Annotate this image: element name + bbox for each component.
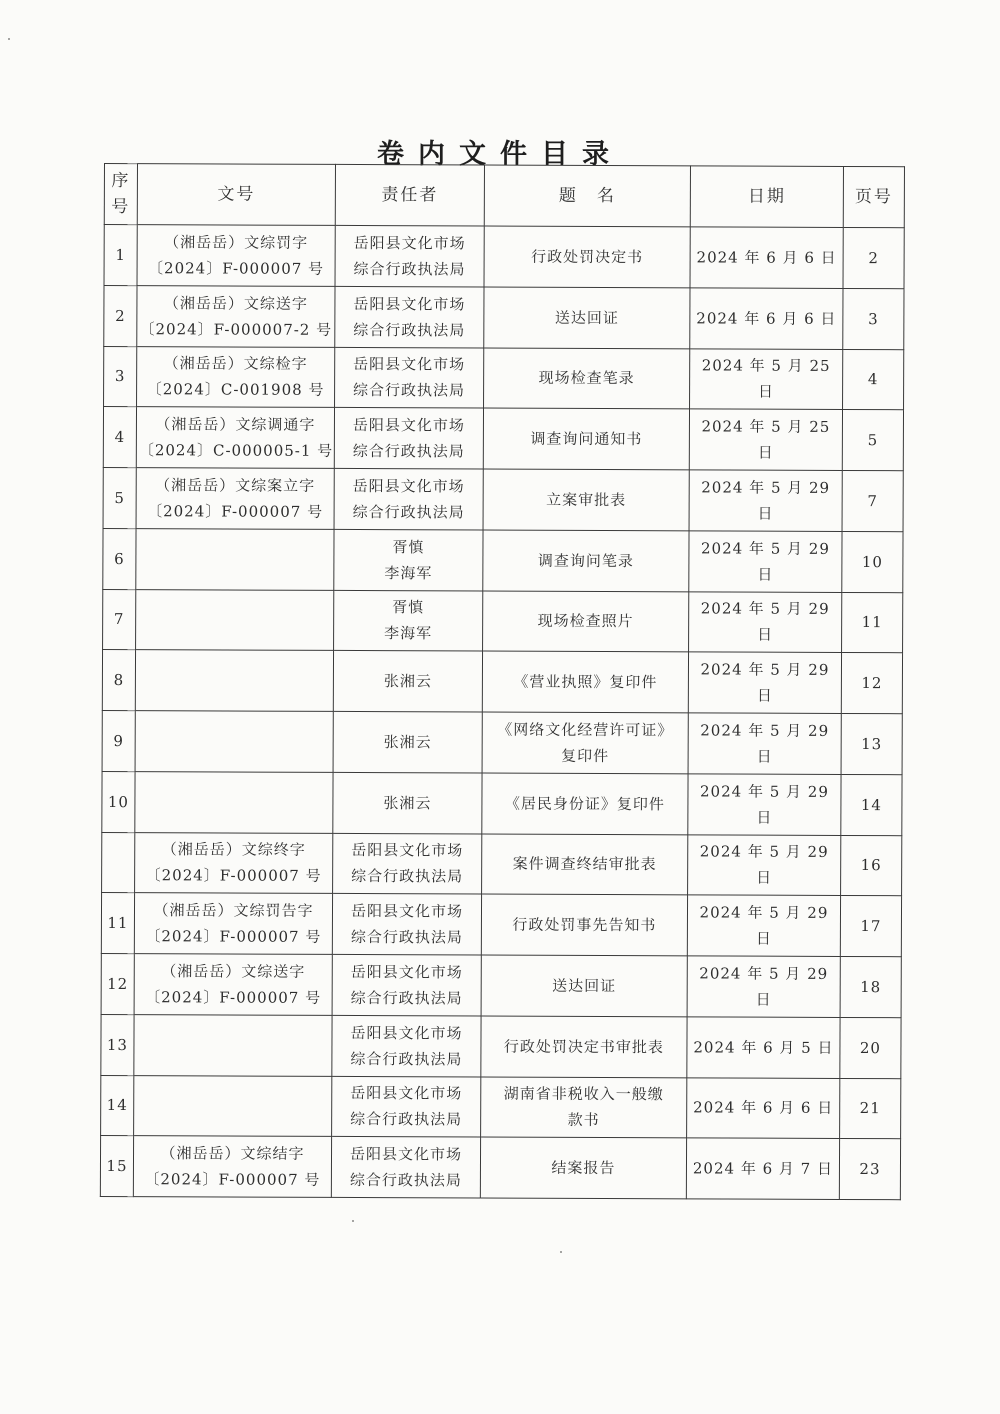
row-date: 2024 年 5 月 29 日 [688, 652, 841, 713]
row-owner-line: 综合行政执法局 [352, 502, 465, 522]
row-subject-line: 《网络文化经营许可证》 [497, 720, 674, 740]
row-date: 2024 年 5 月 29 日 [688, 834, 841, 895]
row-doc-no-line: （湘岳岳）文综罚字 [164, 233, 309, 252]
row-subject-line: 款书 [567, 1111, 600, 1130]
row-subject-line: 行政处罚决定书审批表 [503, 1037, 664, 1056]
row-owner-line: 岳阳县文化市场 [350, 902, 464, 921]
row-page: 2 [843, 227, 904, 288]
row-owner-line: 岳阳县文化市场 [352, 476, 465, 496]
row-doc-no-line: （湘岳岳）文综终字 [161, 840, 306, 860]
row-date: 2024 年 6 月 5 日 [687, 1017, 840, 1078]
row-subject [483, 591, 689, 653]
row-date: 2024 年 5 月 29 日 [687, 895, 840, 956]
row-subject [483, 469, 689, 531]
row-doc-no [135, 771, 333, 833]
row-doc-no-line: 〔2024〕F-000007 号 [145, 866, 322, 886]
row-date: 2024 年 5 月 29 日 [689, 591, 842, 652]
row-owner-line: 岳阳县文化市场 [350, 1023, 463, 1043]
row-doc-no-line: 〔2024〕F-000007-2 号 [139, 319, 333, 339]
row-doc-no-line: （湘岳岳）文综送字 [161, 962, 306, 981]
row-date: 2024 年 5 月 25 日 [689, 409, 842, 470]
table-body [100, 225, 904, 1200]
row-date: 2024 年 5 月 29 日 [687, 956, 840, 1017]
header-seq-line: 序 [111, 171, 131, 192]
row-subject [481, 955, 687, 1017]
row-owner-line: 岳阳县文化市场 [353, 294, 466, 314]
row-subject [482, 712, 688, 774]
row-owner-line: 张湘云 [383, 672, 432, 691]
row-page: 21 [840, 1078, 901, 1139]
scan-speck [352, 1220, 354, 1222]
row-doc-no-line: （湘岳岳）文综检字 [163, 354, 308, 374]
row-date: 2024 年 5 月 25 日 [690, 348, 843, 409]
row-subject [481, 1016, 687, 1078]
row-owner-line: 岳阳县文化市场 [352, 416, 465, 435]
row-owner [332, 1076, 481, 1137]
row-owner [334, 529, 483, 590]
table-row [102, 832, 902, 896]
row-date: 2024 年 5 月 29 日 [689, 531, 842, 592]
row-doc-no [137, 346, 335, 408]
row-owner-line: 岳阳县文化市场 [353, 355, 466, 374]
row-subject [482, 773, 688, 835]
row-date: 2024 年 6 月 6 日 [690, 288, 843, 349]
row-owner [334, 468, 483, 529]
table-row [103, 528, 903, 592]
row-owner-line: 胥慎 [392, 537, 425, 556]
row-subject [483, 530, 689, 592]
row-owner [333, 651, 482, 712]
row-subject-line: 送达回证 [554, 308, 619, 327]
row-owner [333, 711, 482, 772]
row-owner-line: 综合行政执法局 [352, 442, 465, 461]
header-subject: 题 名 [484, 165, 690, 227]
row-seq: 9 [102, 710, 135, 771]
row-owner-line: 岳阳县文化市场 [349, 1145, 463, 1164]
row-subject-line: 《居民身份证》复印件 [504, 794, 665, 813]
row-owner-line: 张湘云 [383, 793, 432, 812]
table-row [100, 1136, 900, 1200]
row-doc-no [136, 407, 334, 469]
row-doc-no [135, 832, 333, 894]
header-seq-line: 号 [111, 197, 131, 218]
row-owner [333, 772, 482, 833]
scan-speck [8, 38, 10, 40]
row-subject-line: 调查询问通知书 [530, 429, 643, 449]
row-owner-line: 综合行政执法局 [353, 259, 466, 279]
row-subject [484, 226, 690, 288]
row-doc-no [137, 285, 335, 347]
row-owner [335, 286, 484, 347]
table-row [101, 953, 901, 1017]
row-doc-no-line: 〔2024〕C-001908 号 [146, 380, 325, 400]
row-doc-no [134, 893, 332, 955]
row-seq: 3 [104, 346, 137, 407]
row-subject-line: 调查询问笔录 [537, 551, 634, 570]
row-owner-line: 李海军 [384, 624, 433, 643]
row-doc-no [136, 468, 334, 530]
row-owner-line: 张湘云 [383, 733, 432, 752]
row-owner-line: 综合行政执法局 [351, 867, 464, 886]
row-doc-no-line: （湘岳岳）文综调通字 [155, 415, 316, 434]
row-date: 2024 年 6 月 6 日 [690, 227, 843, 288]
row-doc-no-line: 〔2024〕F-000007 号 [148, 259, 325, 278]
table-row [103, 467, 903, 531]
header-page: 页号 [843, 166, 904, 227]
row-owner-line: 岳阳县文化市场 [350, 962, 463, 982]
row-page: 18 [840, 956, 901, 1017]
row-subject-line: 湖南省非税收入一般缴 [503, 1084, 664, 1104]
row-page: 13 [841, 713, 902, 774]
row-page: 20 [840, 1017, 901, 1078]
row-date: 2024 年 5 月 29 日 [688, 774, 841, 835]
table-row [104, 285, 904, 349]
header-date: 日期 [690, 166, 843, 228]
row-seq: 14 [101, 1075, 134, 1136]
row-owner [334, 590, 483, 651]
table-row [103, 589, 903, 653]
row-subject-line: 送达回证 [552, 976, 617, 995]
row-subject [484, 287, 690, 349]
row-seq: 2 [104, 285, 137, 346]
header-owner: 责任者 [335, 164, 484, 226]
page-title: 卷内文件目录 [377, 139, 623, 170]
row-seq: 15 [100, 1136, 133, 1197]
row-owner-line: 综合行政执法局 [350, 988, 463, 1008]
row-subject-line: 复印件 [561, 746, 610, 765]
row-subject [484, 348, 690, 410]
row-owner-line: 综合行政执法局 [353, 320, 466, 340]
row-owner [331, 1137, 480, 1198]
row-owner [332, 894, 481, 955]
row-seq: 11 [101, 893, 134, 954]
row-subject [482, 651, 688, 713]
table-row [102, 650, 902, 714]
row-subject [481, 1077, 687, 1139]
row-doc-no [137, 225, 335, 287]
row-owner [335, 347, 484, 408]
row-doc-no [134, 1075, 332, 1137]
header-seq [104, 164, 137, 225]
file-catalog-table [100, 163, 905, 1200]
row-subject [482, 834, 688, 896]
row-page: 4 [843, 349, 904, 410]
header-doc-no: 文号 [137, 164, 335, 226]
row-owner [335, 225, 484, 286]
row-page: 7 [842, 470, 903, 531]
row-owner [334, 408, 483, 469]
row-subject-line: 立案审批表 [546, 490, 627, 509]
row-date: 2024 年 5 月 29 日 [689, 470, 842, 531]
row-owner-line: 胥慎 [392, 598, 425, 617]
row-page: 17 [840, 896, 901, 957]
row-doc-no-line: （湘岳岳）文综案立字 [155, 476, 316, 495]
table-row [101, 893, 901, 957]
row-page: 12 [841, 653, 902, 714]
row-seq: 13 [101, 1014, 134, 1075]
row-owner [332, 954, 481, 1015]
row-subject [480, 1137, 686, 1199]
row-seq: 10 [102, 771, 135, 832]
row-seq: 6 [103, 528, 136, 589]
row-date: 2024 年 6 月 7 日 [686, 1138, 839, 1199]
row-owner-line: 李海军 [384, 563, 433, 582]
scan-speck [560, 1251, 562, 1253]
row-doc-no-line: 〔2024〕C-000005-1 号 [138, 441, 334, 461]
row-page: 11 [842, 592, 903, 653]
row-seq: 1 [104, 225, 137, 286]
row-subject [481, 894, 687, 956]
row-doc-no [135, 650, 333, 712]
row-owner-line: 综合行政执法局 [353, 381, 466, 400]
row-seq: 8 [102, 650, 135, 711]
table-row [104, 225, 904, 289]
header-row [104, 164, 904, 228]
row-page: 3 [843, 288, 904, 349]
row-owner-line: 综合行政执法局 [349, 1171, 462, 1190]
row-doc-no-line: 〔2024〕F-000007 号 [145, 927, 322, 947]
row-owner-line: 综合行政执法局 [350, 1110, 463, 1129]
row-subject-line: 现场检查笔录 [538, 369, 635, 388]
row-owner-line: 岳阳县文化市场 [350, 1084, 463, 1103]
row-doc-no [136, 528, 334, 590]
row-subject-line: 案件调查终结审批表 [512, 855, 657, 874]
row-page: 14 [841, 774, 902, 835]
row-subject [483, 408, 689, 470]
table-row [104, 346, 904, 410]
row-doc-no [136, 589, 334, 651]
row-subject-line: 行政处罚决定书 [531, 247, 644, 267]
row-subject-line: 结案报告 [551, 1158, 616, 1178]
row-seq: 12 [101, 953, 134, 1014]
table-row [102, 710, 902, 774]
row-seq: 4 [103, 407, 136, 468]
table-row [103, 407, 903, 471]
row-doc-no-line: （湘岳岳）文综罚告字 [153, 901, 314, 920]
row-doc-no [133, 1136, 331, 1198]
row-doc-no-line: 〔2024〕F-000007 号 [147, 502, 324, 521]
row-page: 10 [842, 531, 903, 592]
table-row [101, 1075, 901, 1139]
row-owner-line: 综合行政执法局 [350, 928, 463, 947]
row-owner-line: 综合行政执法局 [350, 1049, 463, 1069]
row-owner [332, 1015, 481, 1076]
row-doc-no [134, 1014, 332, 1076]
row-page: 5 [842, 410, 903, 471]
row-doc-no-line: （湘岳岳）文综结字 [160, 1144, 305, 1163]
row-owner-line: 岳阳县文化市场 [351, 841, 464, 860]
row-seq: 7 [103, 589, 136, 650]
row-page: 16 [841, 835, 902, 896]
row-date: 2024 年 6 月 6 日 [687, 1077, 840, 1138]
row-page: 23 [839, 1139, 900, 1200]
row-owner-line: 岳阳县文化市场 [353, 233, 466, 253]
row-doc-no-line: 〔2024〕F-000007 号 [144, 1170, 321, 1190]
table-row [101, 1014, 901, 1078]
row-doc-no [135, 711, 333, 773]
row-date: 2024 年 5 月 29 日 [688, 713, 841, 774]
row-subject-line: 现场检查照片 [537, 612, 634, 631]
row-seq [102, 832, 135, 893]
table-row [102, 771, 902, 835]
row-subject-line: 行政处罚事先告知书 [512, 915, 657, 935]
row-seq: 5 [103, 467, 136, 528]
row-doc-no-line: 〔2024〕F-000007 号 [145, 988, 322, 1007]
row-doc-no-line: （湘岳岳）文综送字 [163, 293, 308, 313]
row-subject-line: 《营业执照》复印件 [513, 672, 658, 692]
row-doc-no [134, 954, 332, 1016]
row-owner [333, 833, 482, 894]
